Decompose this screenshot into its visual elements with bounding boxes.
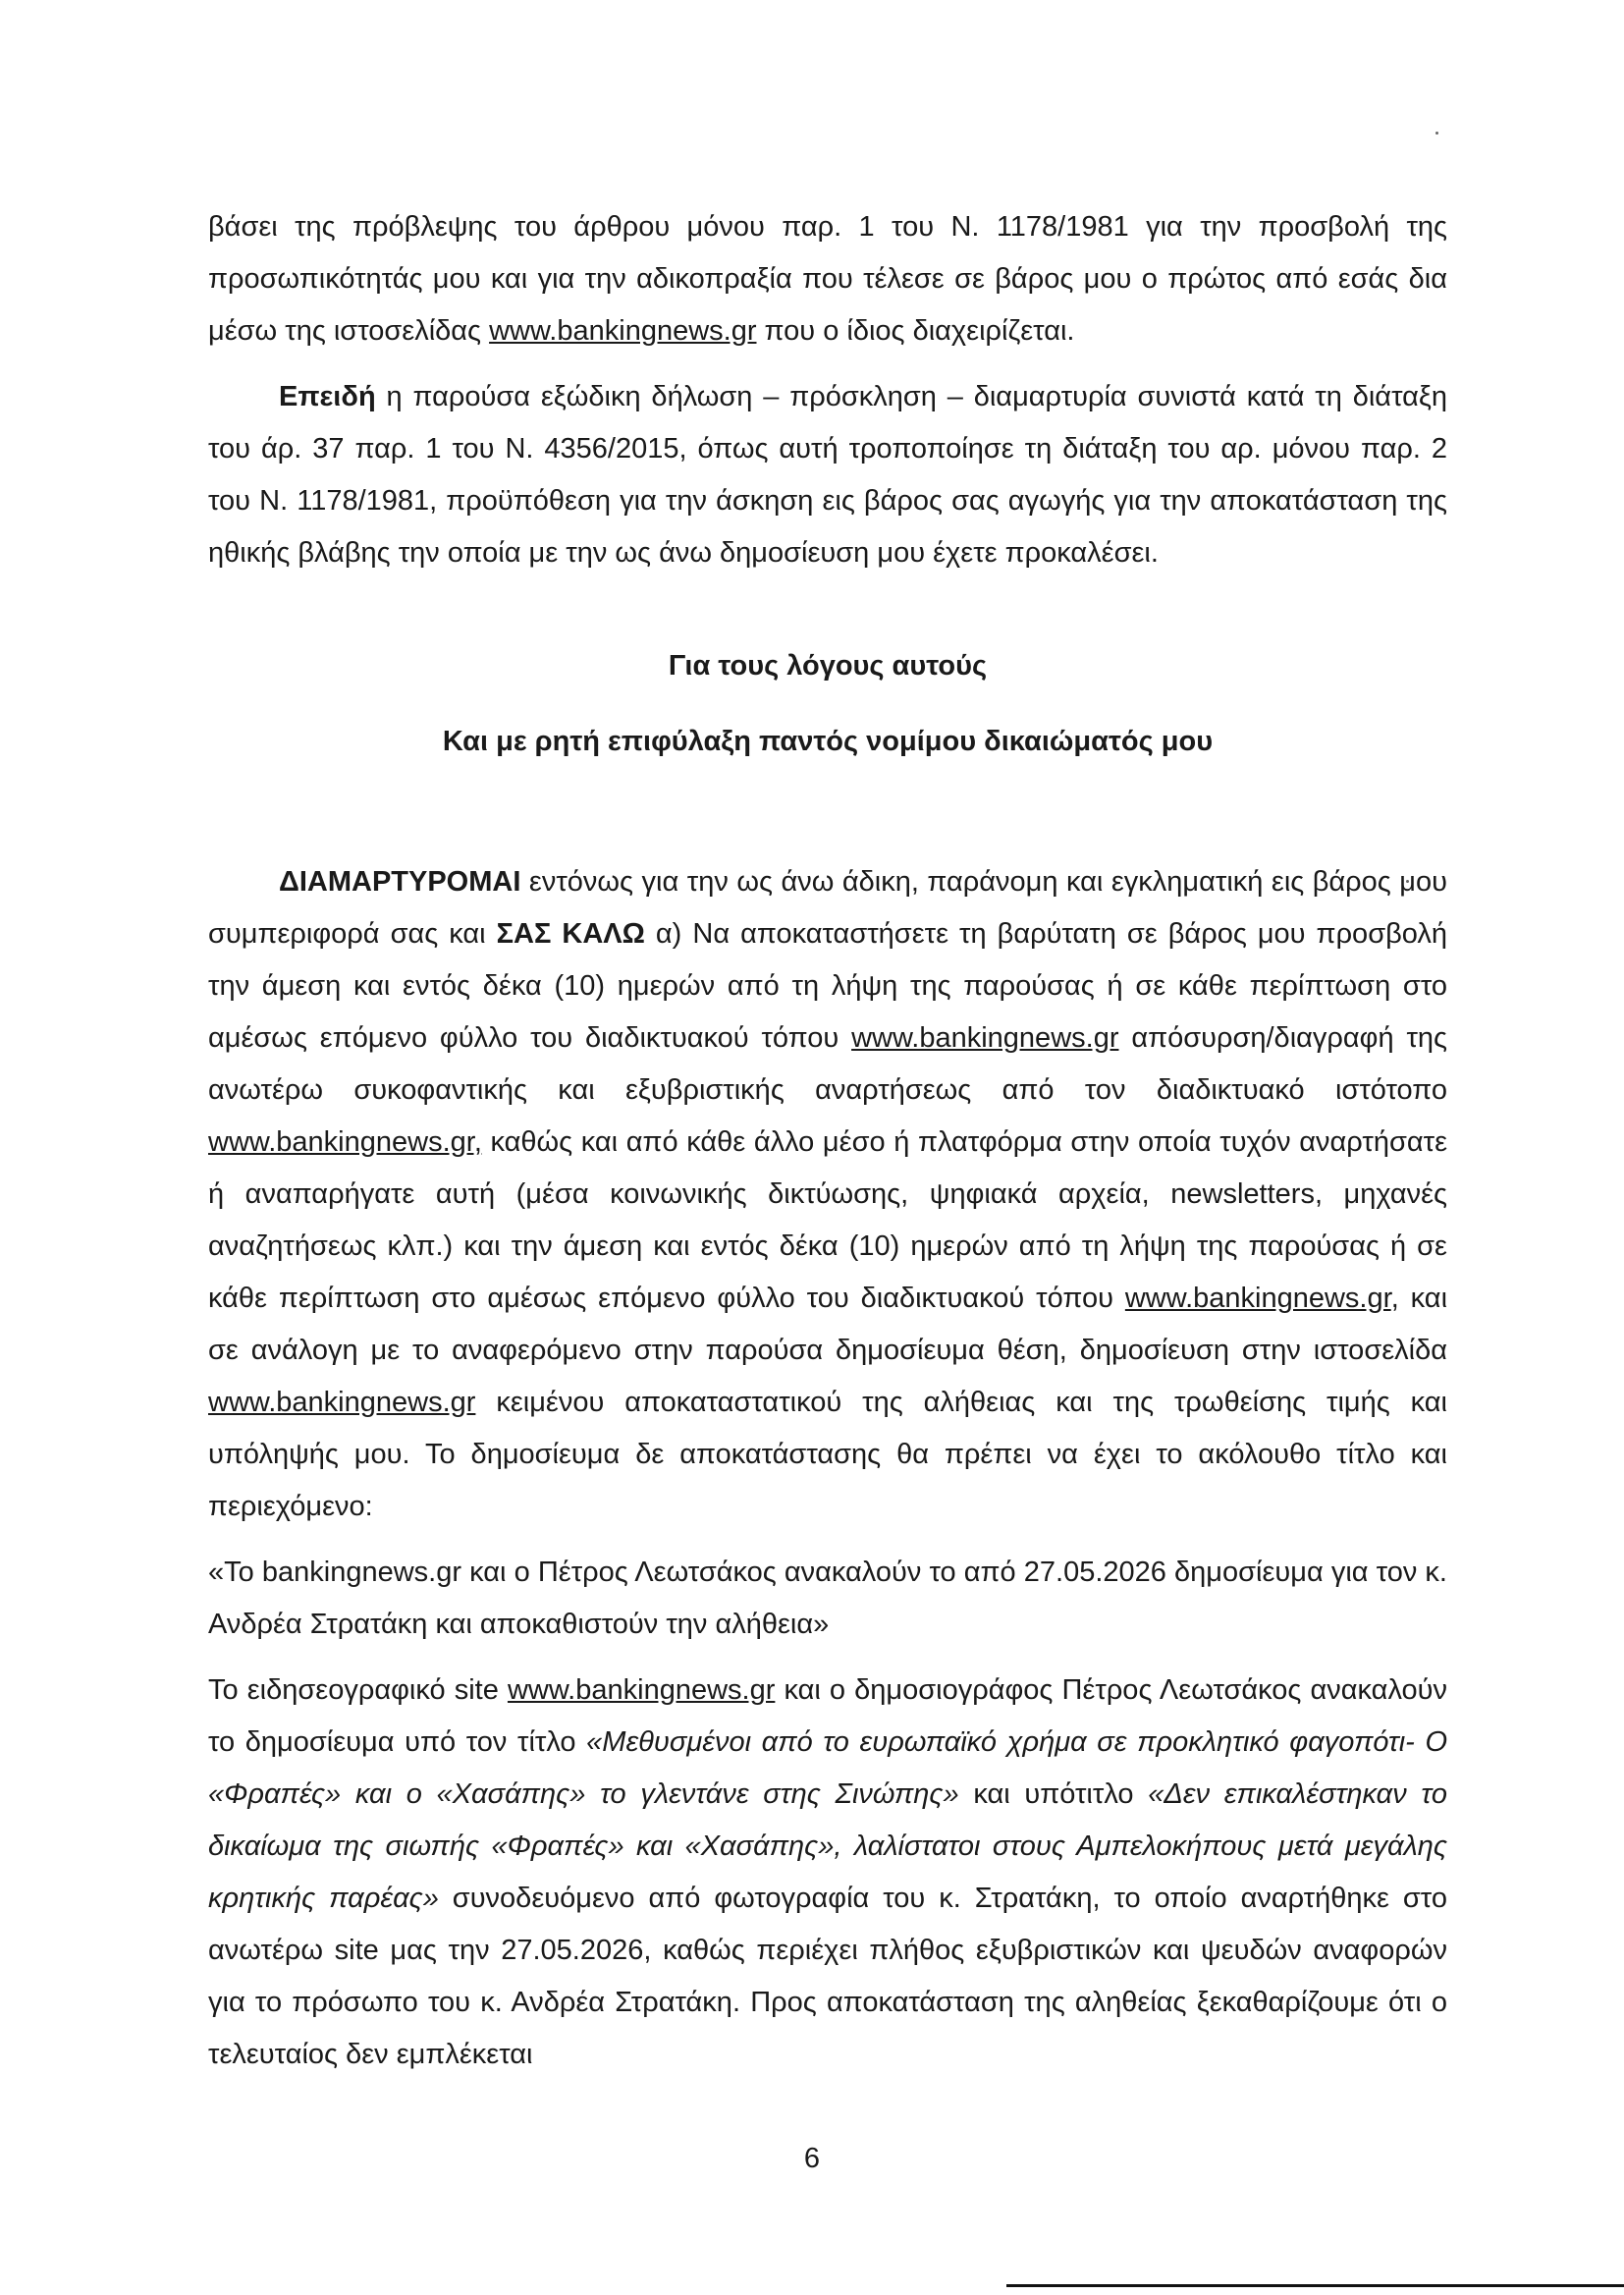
website-link: www.bankingnews.gr — [851, 1022, 1119, 1054]
article-subtitle: «Δεν επικαλέστηκαν το δικαίωμα της σιωπής «Φραπές» και «Χασάπης», λαλίστατοι στους Αμπελοκήπους μετά μεγάλης κρητικής παρέας» — [208, 1778, 1447, 1914]
website-link: www.bankingnews.gr — [489, 315, 757, 347]
paragraph-whereas: Επειδή η παρούσα εξώδικη δήλωση – πρόσκληση – διαμαρτυρία συνιστά κατά τη διάταξη του άρ. 37 παρ. 1 του Ν. 4356/2015, όπως αυτή τροποποίησε τη διάταξη του αρ. μόνου παρ. 2 του Ν. 1178/1981, προϋπόθεση για την άσκηση εις βάρος σας αγωγής για την αποκατάσταση της ηθικής βλάβης την οποία με την ως άνω δημοσίευση μου έχετε προκαλέσει. — [208, 381, 1447, 569]
website-link: www.bankingnews.gr — [507, 1674, 776, 1706]
paragraph-retraction-body: Το ειδησεογραφικό site www.bankingnews.gr και ο δημοσιογράφος Πέτρος Λεωτσάκος ανακαλούν το δημοσίευμα υπό τον τίτλο «Μεθυσμένοι από το ευρωπαϊκό χρήμα σε προκλητικό φαγοπότι- Ο «Φραπές» και ο «Χασάπης» το γλεντάνε στης Σινώπης» και υπότιτλο «Δεν επικαλέστηκαν το δικαίωμα της σιωπής «Φραπές» και «Χασάπης», λαλίστατοι στους Αμπελοκήπους μετά μεγάλης κρητικής παρέας» συνοδευόμενο από φωτογραφία του κ. Στρατάκη, το οποίο αναρτήθηκε στο ανωτέρω site μας την 27.05.2026, καθώς περιέχει πλήθος εξυβριστικών και ψευδών αναφορών για το πρόσωπο του κ. Ανδρέα Στρατάκη. Προς αποκατάσταση της αληθείας ξεκαθαρίζουμε ότι ο τελευταίος δεν εμπλέκεται — [208, 1674, 1448, 2070]
whereas-lead: Επειδή — [279, 381, 376, 412]
bottom-edge-line — [1006, 2284, 1624, 2287]
scan-speck — [1435, 132, 1438, 135]
page-number: 6 — [803, 2143, 821, 2174]
article-title: «Μεθυσμένοι από το ευρωπαϊκό χρήμα σε προκλητικό φαγοπότι- Ο «Φραπές» και ο «Χασάπης» το γλεντάνε στης Σινώπης» — [208, 1726, 1448, 1810]
summons-lead: ΣΑΣ ΚΑΛΩ — [496, 918, 645, 950]
website-link: www.bankingnews.gr — [208, 1387, 476, 1418]
paragraph-retraction-title: «Το bankingnews.gr και ο Πέτρος Λεωτσάκος ανακαλούν το από 27.05.2026 δημοσίευμα για τον κ. Ανδρέα Στρατάκη και αποκαθιστούν την αλήθεια» — [208, 1557, 1447, 1640]
heading-reservation-of-rights: Και με ρητή επιφύλαξη παντός νομίμου δικαιώματός μου — [442, 726, 1214, 757]
paragraph-protest: ΔΙΑΜΑΡΤΥΡΟΜΑΙ εντόνως για την ως άνω άδικη, παράνομη και εγκληματική εις βάρος μου συμπεριφορά σας και ΣΑΣ ΚΑΛΩ α) Να αποκαταστήσετε τη βαρύτατη σε βάρος μου προσβολή την άμεση και εντός δέκα (10) ημερών από τη λήψη της παρούσας ή σε κάθε περίπτωση στο αμέσως επόμενο φύλλο του διαδικτυακού τόπου www.bankingnews.gr απόσυρση/διαγραφή της ανωτέρω συκοφαντικής και εξυβριστικής αναρτήσεως από τον διαδικτυακό ιστότοπο www.bankingnews.gr, καθώς και από κάθε άλλο μέσο ή πλατφόρμα στην οποία τυχόν αναρτήσατε ή αναπαρήγατε αυτή (μέσα κοινωνικής δικτύωσης, ψηφιακά αρχεία, newsletters, μηχανές αναζητήσεως κλπ.) και την άμεση και εντός δέκα (10) ημερών από τη λήψη της παρούσας ή σε κάθε περίπτωση στο αμέσως επόμενο φύλλο του διαδικτυακού τόπου www.bankingnews.gr, και σε ανάλογη με το αναφερόμενο στην παρούσα δημοσίευμα θέση, δημοσίευση στην ιστοσελίδα www.bankingnews.gr κειμένου αποκαταστατικού της αλήθειας και της τρωθείσης τιμής και υπόληψής μου. Το δημοσίευμα δε αποκατάστασης θα πρέπει να έχει το ακόλουθο τίτλο και περιεχόμενο: — [208, 866, 1448, 1522]
protest-lead: ΔΙΑΜΑΡΤΥΡΟΜΑΙ — [279, 866, 521, 898]
document-body — [208, 201, 1447, 2081]
website-link: www.bankingnews.gr — [1124, 1283, 1391, 1314]
heading-for-these-reasons: Για τους λόγους αυτούς — [668, 650, 988, 682]
website-link: www.bankingnews.gr, — [208, 1126, 482, 1158]
paragraph-legal-basis: βάσει της πρόβλεψης του άρθρου μόνου παρ. 1 του Ν. 1178/1981 για την προσβολή της προσωπικότητάς μου και για την αδικοπραξία που τέλεσε σε βάρος μου ο πρώτος από εσάς δια μέσω της ιστοσελίδας www.bankingnews.gr που ο ίδιος διαχειρίζεται. — [208, 211, 1447, 347]
